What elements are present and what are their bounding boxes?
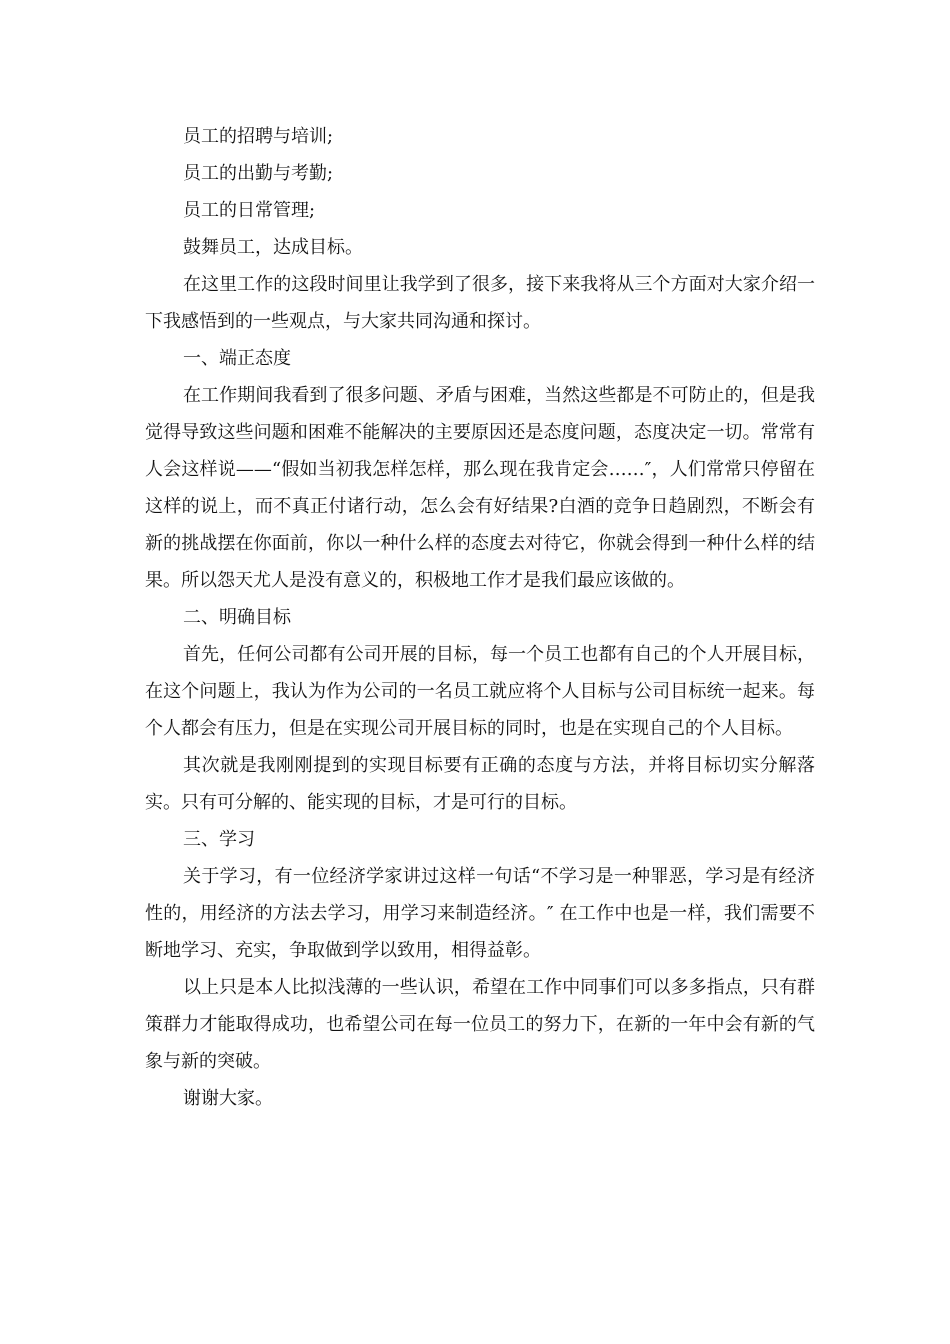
- thanks-line: 谢谢大家。: [183, 1088, 273, 1109]
- section-heading-attitude: 一、端正态度: [183, 348, 291, 369]
- intro-paragraph: 在这里工作的这段时间里让我学到了很多，接下来我将从三个方面对大家介绍一下我感悟到的一些观点，与大家共同沟通和探讨。: [145, 274, 815, 332]
- list-item-daily-management: 员工的日常管理;: [183, 200, 316, 221]
- learning-paragraph: 关于学习，有一位经济学家讲过这样一句话“不学习是一种罪恶，学习是有经济性的，用经济的方法去学习，用学习来制造经济。″ 在工作中也是一样，我们需要不断地学习、充实，争取做到学以致用，相得益彰。: [145, 866, 815, 961]
- document-body: [145, 118, 815, 1117]
- goals-paragraph-2: 其次就是我刚刚提到的实现目标要有正确的态度与方法，并将目标切实分解落实。只有可分解的、能实现的目标，才是可行的目标。: [145, 755, 815, 813]
- section-heading-learning: 三、学习: [183, 829, 255, 850]
- closing-paragraph: 以上只是本人比拟浅薄的一些认识，希望在工作中同事们可以多多指点，只有群策群力才能取得成功，也希望公司在每一位员工的努力下，在新的一年中会有新的气象与新的突破。: [145, 977, 815, 1072]
- section-heading-goals: 二、明确目标: [183, 607, 291, 628]
- list-item-motivation: 鼓舞员工，达成目标。: [183, 237, 363, 258]
- attitude-paragraph: 在工作期间我看到了很多问题、矛盾与困难，当然这些都是不可防止的，但是我觉得导致这些问题和困难不能解决的主要原因还是态度问题，态度决定一切。常常有人会这样说——“假如当初我怎样怎样，那么现在我肯定会……″，人们常常只停留在这样的说上，而不真正付诸行动，怎么会有好结果?白酒的竞争日趋剧烈，不断会有新的挑战摆在你面前，你以一种什么样的态度去对待它，你就会得到一种什么样的结果。所以怨天尤人是没有意义的，积极地工作才是我们最应该做的。: [145, 385, 815, 591]
- list-item-recruitment: 员工的招聘与培训;: [183, 126, 334, 147]
- list-item-attendance: 员工的出勤与考勤;: [183, 163, 334, 184]
- goals-paragraph-1: 首先，任何公司都有公司开展的目标，每一个员工也都有自己的个人开展目标，在这个问题上，我认为作为公司的一名员工就应将个人目标与公司目标统一起来。每个人都会有压力，但是在实现公司开展目标的同时，也是在实现自己的个人目标。: [145, 644, 815, 739]
